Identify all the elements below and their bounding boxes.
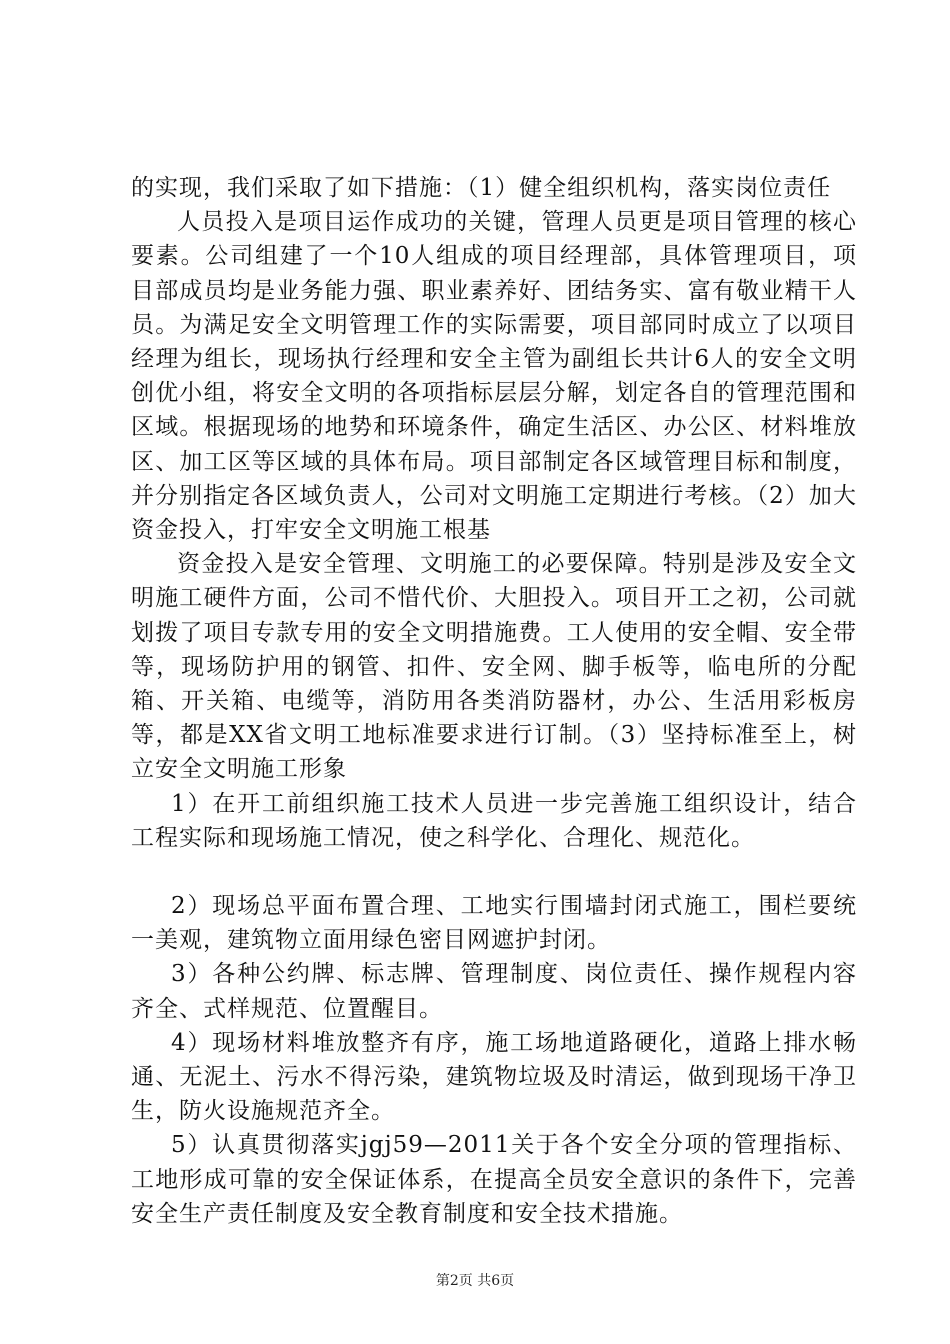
document-body <box>131 171 857 1231</box>
paragraph-item-1: 1）在开工前组织施工技术人员进一步完善施工组织设计，结合工程实际和现场施工情况，使之科学化、合理化、规范化。 <box>131 790 857 851</box>
paragraph-spacer <box>131 855 857 889</box>
page-footer <box>0 1270 950 1290</box>
page-number-label: 第2页 共6页 <box>435 1273 515 1289</box>
paragraph-funding: 资金投入是安全管理、文明施工的必要保障。特别是涉及安全文明施工硬件方面，公司不惜代价、大胆投入。项目开工之初，公司就划拨了项目专款专用的安全文明措施费。工人使用的安全帽、安全带等，现场防护用的钢管、扣件、安全网、脚手板等，临电所的分配箱、开关箱、电缆等，消防用各类消防器材，办公、生活用彩板房等，都是XX省文明工地标准要求进行订制。（3）坚持标准至上，树立安全文明施工形象 <box>131 551 857 783</box>
paragraph-item-4: 4）现场材料堆放整齐有序，施工场地道路硬化，道路上排水畅通、无泥土、污水不得污染，建筑物垃圾及时清运，做到现场干净卫生，防火设施规范齐全。 <box>131 1029 857 1125</box>
paragraph-item-5: 5）认真贯彻落实jgj59—2011关于各个安全分项的管理指标、工地形成可靠的安全保证体系，在提高全员安全意识的条件下，完善安全生产责任制度及安全教育制度和安全技术措施。 <box>131 1132 857 1227</box>
paragraph-item-3: 3）各种公约牌、标志牌、管理制度、岗位责任、操作规程内容齐全、式样规范、位置醒目。 <box>131 961 857 1022</box>
paragraph-item-2: 2）现场总平面布置合理、工地实行围墙封闭式施工，围栏要统一美观，建筑物立面用绿色密目网遮护封闭。 <box>131 893 857 954</box>
paragraph-intro: 的实现，我们采取了如下措施：（1）健全组织机构，落实岗位责任 <box>131 175 832 201</box>
paragraph-personnel: 人员投入是项目运作成功的关键，管理人员更是项目管理的核心要素。公司组建了一个10人组成的项目经理部，具体管理项目，项目部成员均是业务能力强、职业素养好、团结务实、富有敬业精干人员。为满足安全文明管理工作的实际需要，项目部同时成立了以项目经理为组长，现场执行经理和安全主管为副组长共计6人的安全文明创优小组，将安全文明的各项指标层层分解，划定各自的管理范围和区域。根据现场的地势和环境条件，确定生活区、办公区、材料堆放区、加工区等区域的具体布局。项目部制定各区域管理目标和制度，并分别指定各区域负责人，公司对文明施工定期进行考核。（2）加大资金投入，打牢安全文明施工根基 <box>131 209 857 544</box>
